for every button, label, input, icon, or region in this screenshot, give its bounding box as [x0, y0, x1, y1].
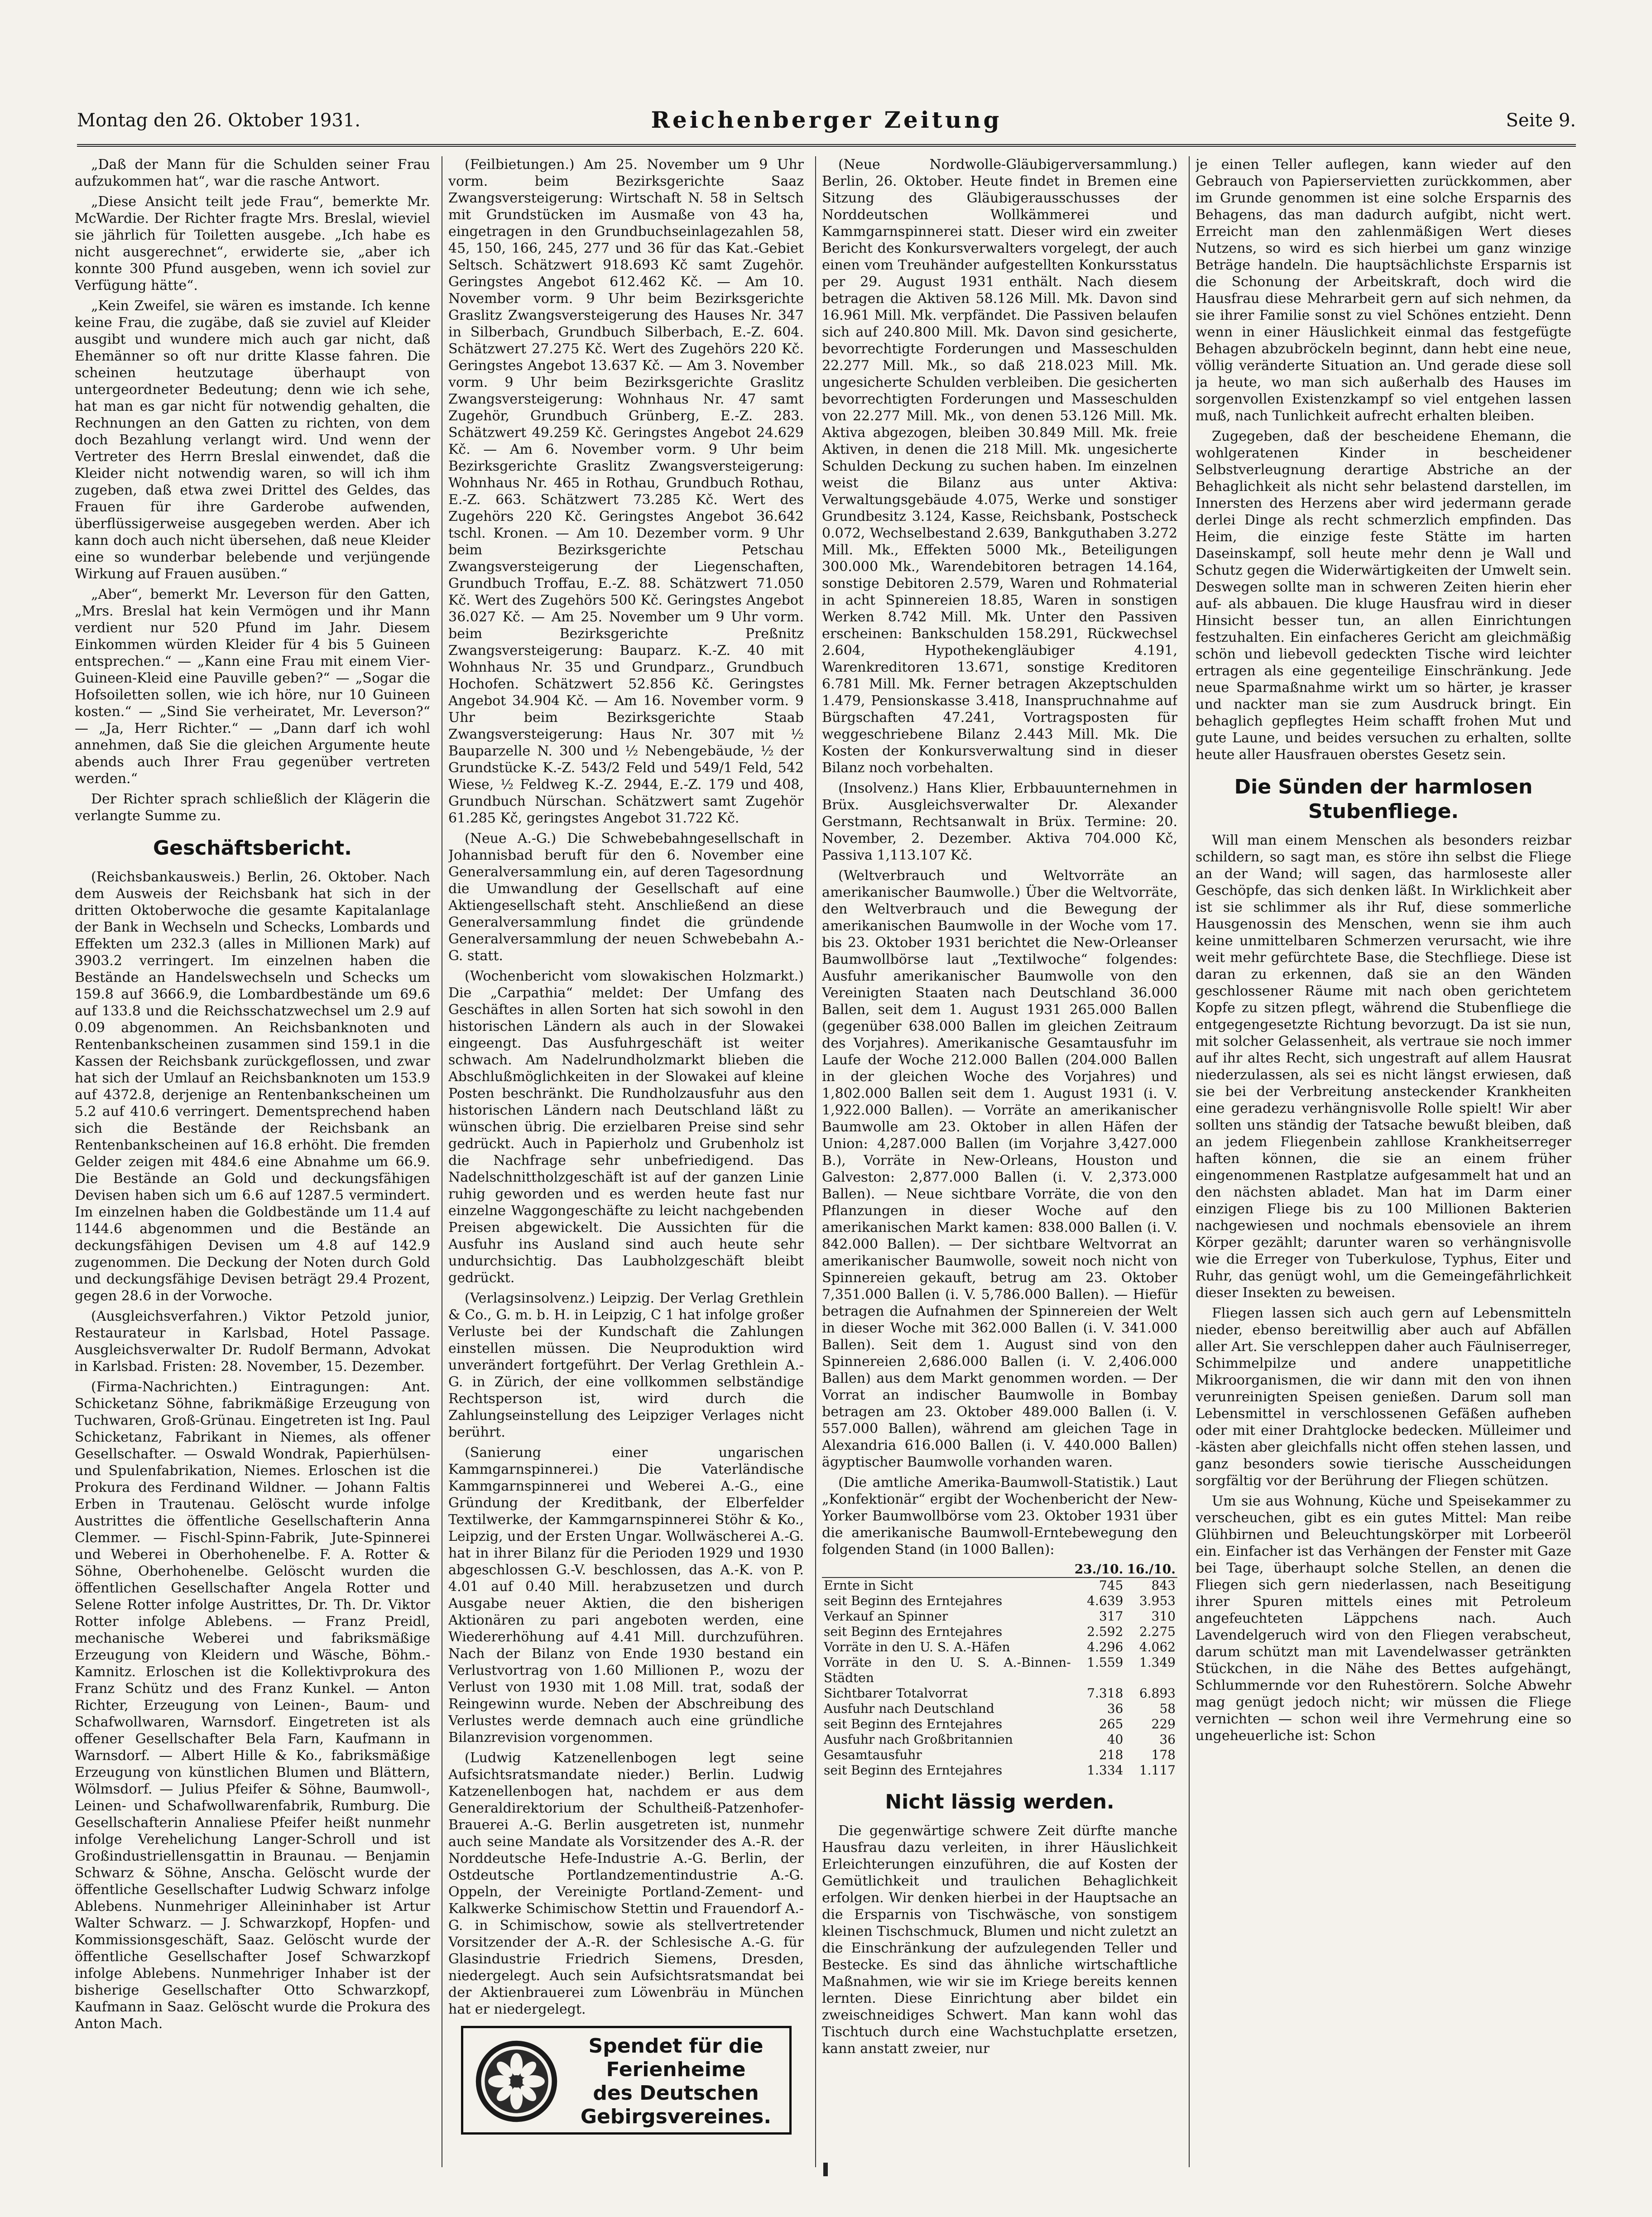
table-row	[822, 1624, 1177, 1640]
table-cell: 1.559	[1087, 1655, 1124, 1670]
header-rule	[77, 144, 1576, 147]
article-paragraph: je einen Teller auflegen, kann wieder auf den Gebrauch von Papierservietten zurückkommen, aber im Grunde genommen ist eine solche Ersparnis des Behagens, das man dadurch aufgibt, nicht wert. Erreicht man den zahlenmäßigen Wert dieses Nutzens, so wird es sich hierbei um ganz winzige Beträge handeln. Die hauptsächlichste Ersparnis ist die Schonung der Arbeitskraft, doch wird die Hausfrau diese Mehrarbeit gern auf sich nehmen, da sie ihrer Familie sonst zu viel Schönes entzieht. Denn wenn in einer Häuslichkeit einmal das festgefügte Behagen abzubröckeln beginnt, dann hebt eine neue, völlig veränderte Situation an. Und gerade diese soll ja heute, wo man sich außerhalb des Hauses im sorgenvollen Existenzkampf so viel entgehen lassen muß, nach Tunlichkeit aufrecht erhalten bleiben.	[1196, 157, 1571, 424]
table-cell: 178	[1151, 1747, 1176, 1762]
table-cell: 6.893	[1139, 1686, 1176, 1701]
print-mark	[823, 2163, 828, 2176]
column-1	[75, 156, 430, 2167]
table-row	[822, 1655, 1177, 1686]
business-item: (Sanierung einer ungarischen Kammgarnspinnerei.) Die Vaterländische Kammgarnspinnerei und Weberei A.-G., eine Gründung der Kreditbank, der Elberfelder Textilwerke, der Kammgarnspinnerei Stöhr & Ko., Leipzig, und der Ersten Ungar. Wollwäscherei A.-G. hat in ihrer Bilanz für die Perioden 1929 und 1930 abgeschlossen G.-V. beschlossen, das A.-K. von P. 4.01 auf 0.40 Mill. herabzusetzen und durch Ausgabe neuer Aktien, die den bisherigen Aktionären zu pari angeboten werden, eine Wiedererhöhung auf 4.41 Mill. durchzuführen. Nach der Bilanz von Ende 1930 bestand ein Verlustvortrag von 1.60 Millionen P., wozu der Verlust von 1930 mit 1.08 Mill. trat, sodaß der Reingewinn wurde. Neben der Abschreibung des Verlustes werde demnach auch eine gründliche Bilanzrevision vorgenommen.	[448, 1445, 804, 1746]
business-item: (Ausgleichsverfahren.) Viktor Petzold junior, Restaurateur in Karlsbad, Hotel Passage. Ausgleichsverwalter Dr. Rudolf Bermann, Advokat in Karlsbad. Fristen: 28. November, 15. Dezember.	[75, 1308, 430, 1375]
table-cell: Ernte in Sicht	[824, 1578, 913, 1593]
table-header-row	[822, 1562, 1177, 1577]
column-divider	[1189, 156, 1190, 2167]
advertisement-text	[570, 2034, 783, 2129]
table-row	[822, 1686, 1177, 1701]
table-row	[822, 1640, 1177, 1655]
table-row	[822, 1717, 1177, 1732]
business-item: (Ludwig Katzenellenbogen legt seine Aufsichtsratsmandate nieder.) Berlin. Ludwig Katzenellenbogen hat, nachdem er aus dem Generaldirektorium der Schultheiß-Patzenhofer-Brauerei A.-G. Berlin ausgetreten ist, nunmehr auch seine Mandate als Vorsitzender des A.-R. der Norddeutsche Hefe-Industrie A.-G. Berlin, der Ostdeutsche Portlandzementindustrie A.-G. Oppeln, der Vereinigte Portland-Zement- und Kalkwerke Schimischow Stettin und Frauendorf A.-G. in Schimischow, sowie als stellvertretender Vorsitzender der A.-R. der Schlesische A.-G. für Glasindustrie Friedrich Siemens, Dresden, niedergelegt. Auch sein Aufsichtsratsmandat bei der Aktienbrauerei zum Löwenbräu in München hat er niedergelegt.	[448, 1750, 804, 2017]
cotton-statistics-table	[822, 1562, 1177, 1778]
section-heading-housefly	[1196, 775, 1571, 824]
business-item: (Insolvenz.) Hans Klier, Erbbauunternehmen in Brüx. Ausgleichsverwalter Dr. Alexander Gerstmann, Rechtsanwalt in Brüx. Termine: 20. November, 2. Dezember. Aktiva 704.000 Kč, Passiva 1,113.107 Kč.	[822, 780, 1177, 863]
table-cell: seit Beginn des Erntejahres	[824, 1717, 1003, 1731]
article-paragraph: Die gegenwärtige schwere Zeit dürfte manche Hausfrau dazu verleiten, in ihrer Häuslichkeit Erleichterungen einzuführen, die auf Kosten der Gemütlichkeit und traulichen Behaglichkeit erfolgen. Wir denken hierbei in der Hauptsache an die Ersparnis von Tischwäsche, von sonstigem kleinen Tischschmuck, Blumen und nicht zuletzt an die Einschränkung der aufzulegenden Teller und Bestecke. Es sind das ähnliche wirtschaftliche Maßnahmen, wie wir sie im Kriege bereits kennen lernten. Diese Einrichtung aber bildet ein zweischneidiges Schwert. Man kann wohl das Tischtuch durch eine Wachstuchplatte ersetzen, kann anstatt zweier, nur	[822, 1823, 1177, 2057]
table-row	[822, 1763, 1177, 1778]
table-cell: 7.318	[1087, 1686, 1124, 1701]
table-header-cell	[822, 1562, 1073, 1577]
table-cell: 4.296	[1087, 1640, 1124, 1654]
table-cell: 745	[1099, 1578, 1124, 1593]
table-cell: 310	[1151, 1609, 1176, 1624]
business-item: (Reichsbankausweis.) Berlin, 26. Oktober. Nach dem Ausweis der Reichsbank hat sich in der dritten Oktoberwoche die gesamte Kapitalanlage der Bank in Wechseln und Schecks, Lombards und Effekten um 232.3 (alles in Millionen Mark) auf 3903.2 verringert. Im einzelnen haben die Bestände an Handelswechseln und Schecks um 159.8 auf 3666.9, die Lombardbestände um 69.6 auf 133.8 und die Reichsschatzwechsel um 2.9 auf 0.09 abgenommen. An Reichsbanknoten und Rentenbankscheinen zusammen sind 159.1 in die Kassen der Reichsbank zurückgeflossen, und zwar hat sich der Umlauf an Reichsbanknoten um 153.9 auf 4372.8, derjenige an Rentenbankscheinen um 5.2 auf 410.6 verringert. Dementsprechend haben sich die Bestände der Reichsbank an Rentenbankscheinen auf 16.8 erhöht. Die fremden Gelder zeigen mit 484.6 eine Abnahme um 66.9. Die Bestände an Gold und deckungsfähigen Devisen haben sich um 6.6 auf 1287.5 vermindert. Im einzelnen haben die Goldbestände um 11.4 auf 1144.6 abgenommen und die Bestände an deckungsfähigen Devisen um 4.8 auf 142.9 zugenommen. Die Deckung der Noten durch Gold und deckungsfähige Devisen beträgt 29.4 Prozent, gegen 28.6 in der Vorwoche.	[75, 869, 430, 1304]
table-header-cell: 23./10.	[1073, 1562, 1125, 1577]
column-3	[822, 156, 1177, 2167]
article-paragraph: Fliegen lassen sich auch gern auf Lebensmitteln nieder, ebenso bereitwillig aber auch auf Abfällen aller Art. Sie verschleppen daher auch Fäulniserreger, Schimmelpilze und andere unappetitliche Mikroorganismen, die wir dann mit den von ihnen verunreinigten Speisen genießen. Darum soll man Lebensmittel in verschlossenen Gefäßen aufheben oder mit einer Drahtglocke bedecken. Mülleimer und -kästen aber gleichfalls nicht offen stehen lassen, und ganz besonders sowie tierische Ausscheidungen sorgfältig vor der Berührung der Fliegen schützen.	[1196, 1305, 1571, 1489]
heading-line: Die Sünden der harmlosen	[1234, 775, 1533, 798]
table-cell: 58	[1159, 1701, 1176, 1716]
edelweiss-emblem-icon	[472, 2037, 561, 2126]
table-cell: Sichtbarer Totalvorrat	[824, 1686, 968, 1701]
table-cell: 4.062	[1139, 1640, 1176, 1654]
table-cell: 2.592	[1087, 1624, 1124, 1639]
table-cell: 4.639	[1087, 1593, 1124, 1608]
business-item: (Weltverbrauch und Weltvorräte an amerikanischer Baumwolle.) Über die Weltvorräte, den Weltverbrauch und die Bewegung der amerikanischen Baumwolle in der Woche vom 17. bis 23. Oktober 1931 berichtet die New-Orleanser Baumwollbörse laut „Textilwoche“ folgendes: Ausfuhr amerikanischer Baumwolle von den Vereinigten Staaten nach Deutschland 36.000 Ballen, seit dem 1. August 1931 265.000 Ballen (gegenüber 638.000 Ballen im gleichen Zeitraum des Vorjahres). Amerikanische Gesamtausfuhr im Laufe der Woche 212.000 Ballen (204.000 Ballen in der gleichen Woche des Vorjahres) und 1,802.000 Ballen seit dem 1. August 1931 (i. V. 1,922.000 Ballen). — Vorräte an amerikanischer Baumwolle am 23. Oktober in allen Häfen der Union: 4,287.000 Ballen (im Vorjahre 3,427.000 B.), Vorräte in New-Orleans, Houston und Galveston: 2,877.000 Ballen (i. V. 2,373.000 Ballen). — Neue sichtbare Vorräte, die von den Pflanzungen in dieser Woche auf den amerikanischen Markt kamen: 838.000 Ballen (i. V. 842.000 Ballen). — Der sichtbare Weltvorrat an amerikanischer Baumwolle, soweit noch nicht von Spinnereien gekauft, betrug am 23. Oktober 7,351.000 Ballen (i. V. 5,786.000 Ballen). — Hiefür betragen die Aufnahmen der Spinnereien der Welt in dieser Woche mit 362.000 Ballen (i. V. 341.000 Ballen). Seit dem 1. August sind von den Spinnereien 2,686.000 Ballen (i. V. 2,406.000 Ballen) aus dem Markt genommen worden. — Der Vorrat an indischer Baumwolle in Bombay betragen am 23. Oktober 489.000 Ballen (i. V. 557.000 Ballen), während am gleichen Tage in Alexandria 616.000 Ballen (i. V. 440.000 Ballen) ägyptischer Baumwolle vorhanden waren.	[822, 868, 1177, 1470]
article-paragraph: Der Richter sprach schließlich der Klägerin die verlangte Summe zu.	[75, 791, 430, 824]
business-item: (Neue A.-G.) Die Schwebebahngesellschaft in Johannisbad beruft für den 6. November eine Generalversammlung ein, auf deren Tagesordnung die Umwandlung der Gesellschaft auf eine Aktiengesellschaft steht. Anschließend an diese Generalversammlung findet die gründende Generalversammlung der neuen Schwebebahn A.-G. statt.	[448, 831, 804, 964]
table-cell: Ausfuhr nach Großbritannien	[824, 1732, 1013, 1747]
table-row	[822, 1609, 1177, 1624]
column-divider	[815, 156, 816, 2167]
table-cell: 229	[1151, 1717, 1176, 1731]
table-cell: Vorräte in den U. S. A.-Häfen	[824, 1640, 1010, 1654]
business-item: (Verlagsinsolvenz.) Leipzig. Der Verlag Grethlein & Co., G. m. b. H. in Leipzig, C 1 hat infolge großer Verluste bei der Kundschaft die Zahlungen einstellen müssen. Die Neuproduktion wird unverändert fortgeführt. Der Verlag Grethlein A.-G. in Zürich, der eine vollkommen selbständige Rechtsperson ist, wird durch die Zahlungseinstellung des Leipziger Verlages nicht berührt.	[448, 1290, 804, 1440]
table-cell: seit Beginn des Erntejahres	[824, 1763, 1003, 1778]
table-cell: 1.334	[1087, 1763, 1124, 1778]
ad-line: Ferienheime	[606, 2058, 746, 2081]
table-header-cell: 16./10.	[1125, 1562, 1177, 1577]
table-cell: 2.275	[1139, 1624, 1176, 1639]
heading-line: Stubenfliege.	[1308, 800, 1459, 823]
section-heading-business-report: Geschäftsbericht.	[153, 837, 352, 860]
ad-line: Spendet für die	[588, 2034, 764, 2058]
table-cell: 265	[1099, 1717, 1124, 1731]
article-paragraph: „Kein Zweifel, sie wären es imstande. Ich kenne keine Frau, die zugäbe, daß sie zuviel auf Kleider ausgibt und wundere mich auch gar nicht, daß Ehemänner so oft nur dritte Klasse fahren. Die scheinen heutzutage überhaupt von untergeordneter Bedeutung; denn wie ich sehe, hat man es gar nicht für notwendig gehalten, die Rechnungen an den Gatten zu richten, von dem doch Bezahlung verlangt wird. Und wenn der Vertreter des Herrn Breslal einwendet, daß die Kleider nicht notwendig waren, so will ich ihm zugeben, daß etwa zwei Drittel des Geldes, das Frauen für ihre Garderobe aufwenden, überflüssigerweise ausgegeben werden. Aber ich kann doch auch nicht übersehen, daß neue Kleider eine so wunderbar belebende und verjüngende Wirkung auf Frauen ausüben.“	[75, 298, 430, 582]
article-paragraph: „Daß der Mann für die Schulden seiner Frau aufzukommen hat“, war die rasche Antwort.	[75, 157, 430, 189]
page-header	[77, 106, 1576, 143]
business-item: (Neue Nordwolle-Gläubigerversammlung.) Berlin, 26. Oktober. Heute findet in Bremen eine Sitzung des Gläubigerausschusses der Norddeutschen Wollkämmerei und Kammgarnspinnerei statt. Dieser wird ein zweiter Bericht des Konkursverwalters vorgelegt, der auch einen vom Treuhänder aufgestellten Konkursstatus per 29. August 1931 enthält. Nach diesem betragen die Aktiven 58.126 Mill. Mk. Davon sind 16.961 Mill. Mk. verpfändet. Die Passiven belaufen sich auf 240.800 Mill. Mk. Davon sind gesicherte, bevorrechtigte Forderungen und Masseschulden 22.277 Mill. Mk., so daß 218.023 Mill. Mk. ungesicherte Schulden verbleiben. Die gesicherten bevorrechtigten Forderungen und Masseschulden von 22.277 Mill. Mk., von denen 53.126 Mill. Mk. Aktiva abgezogen, bleiben 30.849 Mill. Mk. freie Aktiven, in denen die 218 Mill. Mk. ungesicherte Schulden Deckung zu suchen haben. Im einzelnen weist die Bilanz aus unter Aktiva: Verwaltungsgebäude 4.075, Werke und sonstiger Grundbesitz 3.124, Kasse, Reichsbank, Postscheck 0.072, Wechselbestand 2.639, Bankguthaben 3.272 Mill. Mk., Effekten 5000 Mk., Beteiligungen 300.000 Mk., Warendebitoren betragen 14.164, sonstige Debitoren 2.579, Waren und Rohmaterial in acht Spinnereien 18.85, Waren in sonstigen Werken 8.742 Mill. Mk. Unter den Passiven erscheinen: Bankschulden 158.291, Rückwechsel 2.604, Hypothekengläubiger 4.191, Warenkreditoren 13.671, sonstige Kreditoren 6.781 Mill. Mk. Ferner betragen Akzeptschulden 1.479, Pensionskasse 3.418, Inanspruchnahme auf Bürgschaften 47.241, Vortragsposten für weggeschriebene Bilanz 2.443 Mill. Mk. Die Kosten der Konkursverwaltung sind in dieser Bilanz noch vorbehalten.	[822, 157, 1177, 776]
table-row	[822, 1593, 1177, 1609]
article-paragraph: „Diese Ansicht teilt jede Frau“, bemerkte Mr. McWardie. Der Richter fragte Mrs. Breslal, wieviel sie jährlich für Toiletten ausgebe. „Ich habe es nicht ausgerechnet“, erwiderte sie, „aber ich konnte 300 Pfund ausgeben, wenn ich soviel zur Verfügung hätte“.	[75, 194, 430, 293]
article-paragraph: Will man einem Menschen als besonders reizbar schildern, so sagt man, es störe ihn selbst die Fliege an der Wand; will sagen, das harmloseste aller Geschöpfe, das sich denken läßt. In Wirklichkeit aber ist sie schlimmer als ihr Ruf, diese sommerliche Hausgenossin des Menschen, wenn sie ihm auch keine unmittelbaren Schmerzen verursacht, wie ihre weit mehr gefürchtete Base, die Stechfliege. Diese ist daran zu erkennen, daß sie an den Wänden geschlossener Räume mit nach oben gerichtetem Kopfe zu sitzen pflegt, während die Stubenfliege die entgegengesetzte Richtung bevorzugt. Da ist sie nun, mit solcher Gelassenheit, als vertraue sie noch immer auf ihr altes Recht, sich ungestraft auf allem Hausrat niederzulassen, als sei es nicht längst erwiesen, daß sie bei der Verbreitung ansteckender Krankheiten eine geradezu verhängnisvolle Rolle spielt! Wir aber sollten uns ständig der Tatsache bewußt bleiben, daß an jedem Fliegenbein zahllose Krankheitserreger haften können, die sie an einem früher eingenommenen Rastplatze aufgesammelt hat und an den nächsten abladet. Man hat im Darm einer einzigen Fliege bis zu 100 Millionen Bakterien nachgewiesen und nochmals ebensoviele an ihrem Körper gezählt; darunter waren so verhängnisvolle wie die Erreger von Tuberkulose, Typhus, Eiter und Ruhr, das genügt wohl, um die Gemeingefährlichkeit dieser Insekten zu beweisen.	[1196, 832, 1571, 1301]
table-cell: 1.349	[1139, 1655, 1176, 1670]
table-cell: 40	[1107, 1732, 1124, 1747]
table-cell: Verkauf an Spinner	[824, 1609, 948, 1624]
table-row	[822, 1747, 1177, 1763]
masthead-title: Reichenberger Zeitung	[651, 106, 1002, 133]
table-cell: seit Beginn des Erntejahres	[824, 1624, 1003, 1639]
advertisement-box	[461, 2026, 792, 2135]
table-cell: 218	[1099, 1747, 1124, 1762]
table-row	[822, 1732, 1177, 1747]
table-cell: Gesamtausfuhr	[824, 1747, 922, 1762]
table-cell: seit Beginn des Erntejahres	[824, 1593, 1003, 1608]
table-cell: Ausfuhr nach Deutschland	[824, 1701, 994, 1716]
issue-date: Montag den 26. Oktober 1931.	[77, 110, 360, 131]
ad-line: des Deutschen	[593, 2082, 759, 2105]
column-4	[1196, 156, 1571, 2167]
table-cell: 843	[1151, 1578, 1176, 1593]
table-cell: Vorräte in den U. S. A.-Binnen-Städten	[824, 1655, 1071, 1685]
table-cell: 36	[1107, 1701, 1124, 1716]
section-heading-not-careless: Nicht lässig werden.	[885, 1790, 1114, 1813]
table-cell: 3.953	[1139, 1593, 1176, 1608]
business-item: (Feilbietungen.) Am 25. November um 9 Uhr vorm. beim Bezirksgerichte Saaz Zwangsversteigerung: Wirtschaft N. 58 in Seltsch mit Grundstücken im Ausmaße von 43 ha, eingetragen in den Grundbuchseinlagezahlen 58, 45, 150, 166, 245, 277 und 36 für das Kat.-Gebiet Seltsch. Schätzwert 918.693 Kč samt Zugehör. Geringstes Angebot 612.462 Kč. — Am 10. November vorm. 9 Uhr beim Bezirksgerichte Graslitz Zwangsversteigerung des Hauses Nr. 347 in Silberbach, Grundbuch Silberbach, E.-Z. 604. Schätzwert 27.275 Kč. Wert des Zugehörs 220 Kč. Geringstes Angebot 13.637 Kč. — Am 3. November vorm. 9 Uhr beim Bezirksgerichte Graslitz Zwangsversteigerung: Wohnhaus Nr. 47 samt Zugehör, Grundbuch Grünberg, E.-Z. 283. Schätzwert 49.259 Kč. Geringstes Angebot 24.629 Kč. — Am 6. November vorm. 9 Uhr beim Bezirksgerichte Graslitz Zwangsversteigerung: Wohnhaus Nr. 465 in Rothau, Grundbuch Rothau, E.-Z. 663. Schätzwert 73.285 Kč. Wert des Zugehörs 220 Kč. Geringstes Angebot 36.642 tschl. Kronen. — Am 10. Dezember vorm. 9 Uhr beim Bezirksgerichte Petschau Zwangsversteigerung der Liegenschaften, Grundbuch Troffau, E.-Z. 88. Schätzwert 71.050 Kč. Wert des Zugehörs 500 Kč. Geringstes Angebot 36.027 Kč. — Am 25. November um 9 Uhr vorm. beim Bezirksgerichte Preßnitz Zwangsversteigerung: Bauparz. K.-Z. 40 mit Wohnhaus Nr. 35 und Grundparz., Grundbuch Hochofen. Schätzwert 52.856 Kč. Geringstes Angebot 34.904 Kč. — Am 16. November vorm. 9 Uhr beim Bezirksgerichte Staab Zwangsversteigerung: Haus Nr. 307 mit ½ Bauparzelle N. 300 und ½ Nebengebäude, ½ der Grundstücke K.-Z. 543/2 Feld und 549/1 Feld, 542 Wiese, ½ Feldweg K.-Z. 2944, E.-Z. 179 und 408, Grundbuch Nürschan. Schätzwert samt Zugehör 61.285 Kč, geringstes Angebot 31.722 Kč.	[448, 157, 804, 826]
business-item: (Die amtliche Amerika-Baumwoll-Statistik.) Laut „Konfektionär“ ergibt der Wochenbericht der New-Yorker Baumwollbörse vom 23. Oktober 1931 über die amerikanische Baumwoll-Erntebewegung den folgenden Stand (in 1000 Ballen):	[822, 1475, 1177, 1558]
ad-line: Gebirgsvereines.	[580, 2105, 772, 2128]
business-item: (Firma-Nachrichten.) Eintragungen: Ant. Schicketanz Söhne, fabrikmäßige Erzeugung von Tuchwaren, Groß-Grünau. Eingetreten ist Ing. Paul Schicketanz, Fabrikant in Niemes, als offener Gesellschafter. — Oswald Wondrak, Papierhülsen- und Spulenfabrikation, Niemes. Erloschen ist die Prokura des Ferdinand Wildner. — Johann Faltis Erben in Trautenau. Gelöscht wurde infolge Austrittes die öffentliche Gesellschafterin Anna Clemmer. — Fischl-Spinn-Fabrik, Jute-Spinnerei und Weberei in Oberhohenelbe. F. A. Rotter & Söhne, Oberhohenelbe. Gelöscht wurden die öffentlichen Gesellschafter Angela Rotter und Selene Rotter infolge Austrittes, Dr. Th. Dr. Viktor Rotter infolge Ablebens. — Franz Preidl, mechanische Weberei und fabriksmäßige Erzeugung von Kleidern und Wäsche, Böhm.-Kamnitz. Erloschen ist die Kollektivprokura des Franz Schütz und des Franz Kunkel. — Anton Richter, Erzeugung von Leinen-, Baum- und Schafwollwaren, Warnsdorf. Eingetreten ist als offener Gesellschafter Bela Farn, Kaufmann in Warnsdorf. — Albert Hille & Ko., fabriksmäßige Erzeugung von künstlichen Blumen und Blättern, Wölmsdorf. — Julius Pfeifer & Söhne, Baumwoll-, Leinen- und Schafwollwarenfabrik, Rumburg. Die Gesellschafterin Annaliese Pfeifer heißt nunmehr infolge Verehelichung Langer-Schroll und ist Großindustriellensgattin in Braunau. — Benjamin Schwarz & Söhne, Anscha. Gelöscht wurde der öffentliche Gesellschafter Ludwig Schwarz infolge Ablebens. Nunmehriger Alleininhaber ist Artur Walter Schwarz. — J. Schwarzkopf, Hopfen- und Kommissionsgeschäft, Saaz. Gelöscht wurde der öffentliche Gesellschafter Josef Schwarzkopf infolge Ablebens. Nunmehriger Inhaber ist der bisherige Gesellschafter Otto Schwarzkopf, Kaufmann in Saaz. Gelöscht wurde die Prokura des Anton Mach.	[75, 1379, 430, 2032]
table-row	[822, 1577, 1177, 1593]
table-cell: 36	[1159, 1732, 1176, 1747]
article-paragraph: Um sie aus Wohnung, Küche und Speisekammer zu verscheuchen, gibt es ein gutes Mittel: Man reibe Glühbirnen und Beleuchtungskörper mit Lorbeeröl ein. Einfacher ist das Verhängen der Fenster mit Gaze bei Tage, überhaupt solche Stellen, an denen die Fliegen sich gern niederlassen, nach Beseitigung ihrer Spuren mittels eines mit Petroleum angefeuchteten Läppchens nach. Auch Lavendelgeruch wird von den Fliegen verabscheut, darum schützt man mit Lavendelwasser getränkten Stückchen, in die Nähe des Bettes aufgehängt, Schlummernde vor den Ruhestörern. Solche Abwehr mag genügt jedoch nicht; wir müssen die Fliege vernichten — schon weil ihre Vermehrung eine so ungeheuerliche ist: Schon	[1196, 1493, 1571, 1744]
column-2	[448, 156, 804, 2167]
business-item: (Wochenbericht vom slowakischen Holzmarkt.) Die „Carpathia“ meldet: Der Umfang des Geschäftes in allen Sorten hat sich sowohl in den historischen Ländern als auch in der Slowakei eingeengt. Das Ausfuhrgeschäft ist weiter schwach. Am Nadelrundholzmarkt blieben die Abschlußmöglichkeiten in der Slowakei auf kleine Posten beschränkt. Die Rundholzausfuhr aus den historischen Ländern nach Deutschland läßt zu wünschen übrig. Die erzielbaren Preise sind sehr gedrückt. Auch in Papierholz und Grubenholz ist die Nachfrage sehr unbefriedigend. Das Nadelschnittholzgeschäft ist auf der ganzen Linie ruhig geworden und es werden heute fast nur einzelne Waggongeschäfte zu leicht nachgebenden Preisen abgewickelt. Die Aussichten für die Ausfuhr ins Ausland sind auch heute sehr undurchsichtig. Das Laubholzgeschäft bleibt gedrückt.	[448, 968, 804, 1286]
article-paragraph: „Aber“, bemerkt Mr. Leverson für den Gatten, „Mrs. Breslal hat kein Vermögen und ihr Mann verdient nur 520 Pfund im Jahr. Diesem Einkommen würden Kleider für 4 bis 5 Guineen entsprechen.“ — „Kann eine Frau mit einem Vier-Guineen-Kleid eine Pauville geben?“ — „Sogar die Hofsoiletten sollen, wie ich höre, nur 10 Guineen kosten.“ — „Sind Sie verheiratet, Mr. Leverson?“ — „Ja, Herr Richter.“ — „Dann darf ich wohl annehmen, daß Sie die gleichen Argumente heute abends auch Ihrer Frau gegenüber vertreten werden.“	[75, 587, 430, 787]
article-paragraph: Zugegeben, daß der bescheidene Ehemann, die wohlgeratenen Kinder in bescheidener Selbstverleugnung derartige Abstriche an der Behaglichkeit als nicht sehr belastend darstellen, im Innersten des Herzens aber wird jedermann gerade derlei Dinge als recht schmerzlich empfinden. Das Heim, die einzige feste Stätte im harten Daseinskampf, soll heute mehr denn je Wall und Schutz gegen die Widerwärtigkeiten der Umwelt sein. Deswegen sollte man in schweren Zeiten hierin eher auf- als abbauen. Die kluge Hausfrau wird in dieser Hinsicht besser tun, an allen Einrichtungen festzuhalten. Ein einfacheres Gericht am gleichmäßig schön und liebevoll gedeckten Tische wird leichter ertragen als eine gegenteilige Einschränkung. Jede neue Sparmaßnahme wirkt um so härter, je krasser und nackter man sie zum Ausdruck bringt. Ein behaglich gepflegtes Heim schafft frohen Mut und gute Laune, und beides versuchen zu erhalten, sollte heute aller Hausfrauen oberstes Gesetz sein.	[1196, 428, 1571, 763]
table-row	[822, 1701, 1177, 1717]
table-cell: 317	[1099, 1609, 1124, 1624]
page-number: Seite 9.	[1506, 110, 1576, 131]
table-cell: 1.117	[1139, 1763, 1176, 1778]
